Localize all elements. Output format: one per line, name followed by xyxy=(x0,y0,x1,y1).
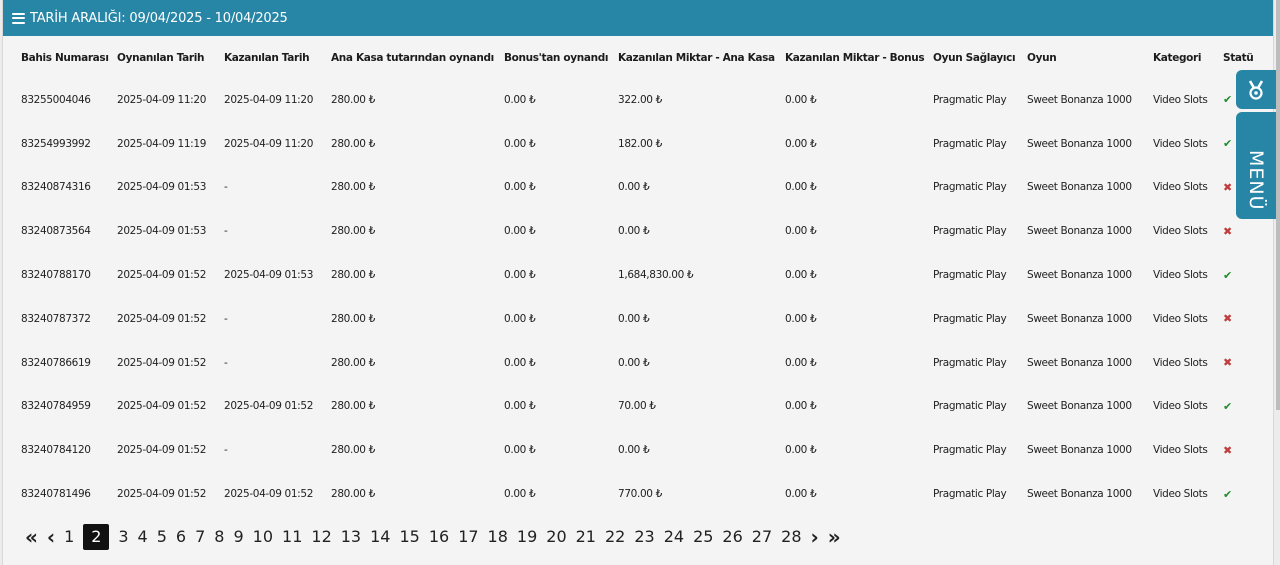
page-23[interactable]: 23 xyxy=(634,527,655,546)
cell-won: - xyxy=(206,428,313,472)
page-8[interactable]: 8 xyxy=(214,527,225,546)
cell-game: Sweet Bonanza 1000 xyxy=(1027,225,1132,238)
col-main-stake: Ana Kasa tutarından oynandı xyxy=(331,52,494,64)
cell-main: 280.00 ₺ xyxy=(331,137,375,150)
cell-main: 280.00 ₺ xyxy=(313,166,486,210)
page-7[interactable]: 7 xyxy=(195,527,206,546)
cell-category: Video Slots xyxy=(1135,253,1205,297)
cell-bet: 83240873564 xyxy=(21,225,91,238)
table-row xyxy=(3,472,1265,516)
cell-bet: 83240784959 xyxy=(21,400,91,413)
cell-main: 280.00 ₺ xyxy=(331,312,375,325)
cell-win-main: 0.00 ₺ xyxy=(600,428,767,472)
cell-bonus: 0.00 ₺ xyxy=(504,488,536,501)
prev-page-button[interactable]: ‹ xyxy=(46,525,56,549)
cell-game: Sweet Bonanza 1000 xyxy=(1009,428,1135,472)
cell-bet: 83240788170 xyxy=(3,253,99,297)
page-21[interactable]: 21 xyxy=(575,527,596,546)
medal-icon[interactable] xyxy=(1236,70,1276,109)
bet-history-table xyxy=(3,38,1265,516)
cell-category: Video Slots xyxy=(1153,488,1208,501)
check-icon: ✔ xyxy=(1205,253,1265,297)
col-won-date: Kazanılan Tarih xyxy=(224,52,310,64)
cell-game: Sweet Bonanza 1000 xyxy=(1009,253,1135,297)
cell-win-main: 1,684,830.00 ₺ xyxy=(600,253,767,297)
col-bonus-stake: Bonus'tan oynandı xyxy=(504,52,609,64)
page-18[interactable]: 18 xyxy=(487,527,508,546)
page-20[interactable]: 20 xyxy=(546,527,567,546)
page-15[interactable]: 15 xyxy=(399,527,420,546)
cell-bonus: 0.00 ₺ xyxy=(486,253,600,297)
cell-win-bonus: 0.00 ₺ xyxy=(785,225,817,238)
cell-win-main: 0.00 ₺ xyxy=(618,225,650,238)
cell-played: 2025-04-09 01:52 xyxy=(99,253,206,297)
cell-provider: Pragmatic Play xyxy=(915,78,1009,122)
cell-main: 280.00 ₺ xyxy=(313,428,486,472)
cell-win-main: 0.00 ₺ xyxy=(600,166,767,210)
page-27[interactable]: 27 xyxy=(751,527,773,546)
cell-bet: 83240786619 xyxy=(3,341,99,385)
cell-game: Sweet Bonanza 1000 xyxy=(1009,78,1135,122)
cell-provider: Pragmatic Play xyxy=(933,225,1007,238)
cell-win-main: 70.00 ₺ xyxy=(618,400,656,413)
page-28[interactable]: 28 xyxy=(781,527,802,546)
cell-provider: Pragmatic Play xyxy=(933,137,1007,150)
cell-win-main: 0.00 ₺ xyxy=(600,341,767,385)
cell-bonus: 0.00 ₺ xyxy=(486,428,600,472)
table-row xyxy=(3,385,1265,429)
cell-bonus: 0.00 ₺ xyxy=(486,341,600,385)
cell-bonus: 0.00 ₺ xyxy=(504,312,536,325)
side-menu-label: MENÜ xyxy=(1245,150,1267,211)
cell-category: Video Slots xyxy=(1135,428,1205,472)
cell-won: 2025-04-09 01:53 xyxy=(206,253,313,297)
cell-category: Video Slots xyxy=(1135,166,1205,210)
page-19[interactable]: 19 xyxy=(516,527,538,546)
cell-played: 2025-04-09 11:19 xyxy=(117,137,207,150)
cell-win-main: 0.00 ₺ xyxy=(618,312,650,325)
cell-provider: Pragmatic Play xyxy=(915,341,1009,385)
cell-win-bonus: 0.00 ₺ xyxy=(785,312,817,325)
page-5[interactable]: 5 xyxy=(156,527,167,546)
cell-main: 280.00 ₺ xyxy=(331,225,375,238)
cell-game: Sweet Bonanza 1000 xyxy=(1027,488,1132,501)
col-win-main: Kazanılan Miktar - Ana Kasa xyxy=(618,52,775,64)
cell-bet: 83240787372 xyxy=(21,312,91,325)
cross-icon: ✖ xyxy=(1223,224,1232,238)
cell-main: 280.00 ₺ xyxy=(313,78,486,122)
first-page-button[interactable]: « xyxy=(25,525,38,549)
cell-bet: 83240781496 xyxy=(21,488,91,501)
cell-win-bonus: 0.00 ₺ xyxy=(767,341,915,385)
cell-bonus: 0.00 ₺ xyxy=(504,137,536,150)
table-row xyxy=(3,428,1265,472)
page-6[interactable]: 6 xyxy=(175,527,187,546)
cell-played: 2025-04-09 11:20 xyxy=(99,78,206,122)
cell-bonus: 0.00 ₺ xyxy=(486,78,600,122)
cell-provider: Pragmatic Play xyxy=(933,400,1007,413)
col-status: Statü xyxy=(1223,52,1254,64)
cell-win-bonus: 0.00 ₺ xyxy=(767,253,915,297)
cell-main: 280.00 ₺ xyxy=(313,253,486,297)
cell-bet: 83254993992 xyxy=(21,137,91,150)
cell-played: 2025-04-09 01:52 xyxy=(117,488,207,501)
cell-category: Video Slots xyxy=(1153,400,1208,413)
table-row xyxy=(3,209,1265,253)
cell-provider: Pragmatic Play xyxy=(933,488,1007,501)
page-9[interactable]: 9 xyxy=(233,527,244,546)
page-25[interactable]: 25 xyxy=(693,527,714,546)
check-icon: ✔ xyxy=(1223,487,1232,501)
col-win-bonus: Kazanılan Miktar - Bonus xyxy=(785,52,925,64)
cell-game: Sweet Bonanza 1000 xyxy=(1009,166,1135,210)
cell-category: Video Slots xyxy=(1135,78,1205,122)
table-row xyxy=(3,253,1265,297)
cell-category: Video Slots xyxy=(1135,341,1205,385)
cell-win-bonus: 0.00 ₺ xyxy=(785,137,817,150)
cell-played: 2025-04-09 01:52 xyxy=(117,312,207,325)
cell-won: - xyxy=(224,225,228,238)
check-icon: ✔ xyxy=(1223,399,1232,413)
cell-category: Video Slots xyxy=(1153,137,1208,150)
page-10[interactable]: 10 xyxy=(252,527,274,546)
cell-win-bonus: 0.00 ₺ xyxy=(785,488,817,501)
cell-bet: 83255004046 xyxy=(3,78,99,122)
cell-won: 2025-04-09 11:20 xyxy=(224,137,314,150)
cell-win-main: 770.00 ₺ xyxy=(618,488,662,501)
page-11[interactable]: 11 xyxy=(282,527,303,546)
cell-game: Sweet Bonanza 1000 xyxy=(1027,137,1132,150)
table-row xyxy=(3,78,1265,122)
page-16[interactable]: 16 xyxy=(428,527,450,546)
cell-win-bonus: 0.00 ₺ xyxy=(767,166,915,210)
cell-provider: Pragmatic Play xyxy=(933,312,1007,325)
cell-played: 2025-04-09 01:52 xyxy=(99,428,206,472)
cell-win-main: 182.00 ₺ xyxy=(618,137,662,150)
pagination xyxy=(25,523,850,551)
col-category: Kategori xyxy=(1153,52,1202,64)
cell-bonus: 0.00 ₺ xyxy=(486,166,600,210)
side-menu-button[interactable] xyxy=(1236,112,1276,219)
cell-game: Sweet Bonanza 1000 xyxy=(1009,341,1135,385)
bet-history-panel xyxy=(2,0,1274,565)
cell-win-main: 322.00 ₺ xyxy=(600,78,767,122)
cell-won: - xyxy=(206,341,313,385)
cell-bonus: 0.00 ₺ xyxy=(504,225,536,238)
cell-provider: Pragmatic Play xyxy=(915,428,1009,472)
date-range-bar[interactable] xyxy=(3,0,1273,36)
page-3[interactable]: 3 xyxy=(118,527,129,546)
check-icon: ✔ xyxy=(1223,137,1232,151)
cell-bet: 83240874316 xyxy=(3,166,99,210)
cell-played: 2025-04-09 01:52 xyxy=(99,341,206,385)
page-14[interactable]: 14 xyxy=(370,527,391,546)
col-bet-number: Bahis Numarası xyxy=(21,52,109,64)
last-page-button[interactable]: » xyxy=(827,525,841,549)
cell-played: 2025-04-09 01:52 xyxy=(117,400,207,413)
cell-won: 2025-04-09 01:52 xyxy=(224,488,314,501)
table-row xyxy=(3,122,1265,166)
col-game: Oyun xyxy=(1027,52,1057,64)
cell-win-bonus: 0.00 ₺ xyxy=(767,428,915,472)
cell-main: 280.00 ₺ xyxy=(331,400,375,413)
hamburger-icon[interactable] xyxy=(12,13,26,24)
page-2-current[interactable]: 2 xyxy=(83,524,109,550)
col-played-date: Oynanılan Tarih xyxy=(117,52,205,64)
cell-game: Sweet Bonanza 1000 xyxy=(1027,312,1132,325)
date-range-title: TARİH ARALIĞI: 09/04/2025 - 10/04/2025 xyxy=(30,10,288,26)
table-row xyxy=(3,341,1265,385)
cross-icon: ✖ xyxy=(1205,428,1265,472)
scrollbar[interactable] xyxy=(1276,0,1280,410)
cross-icon: ✖ xyxy=(1205,341,1265,385)
page-12[interactable]: 12 xyxy=(311,527,332,546)
cell-main: 280.00 ₺ xyxy=(313,341,486,385)
page-22[interactable]: 22 xyxy=(604,527,626,546)
page-26[interactable]: 26 xyxy=(722,527,743,546)
cell-bonus: 0.00 ₺ xyxy=(504,400,536,413)
col-provider: Oyun Sağlayıcı xyxy=(933,52,1016,64)
cell-played: 2025-04-09 01:53 xyxy=(99,166,206,210)
cell-win-bonus: 0.00 ₺ xyxy=(767,78,915,122)
cross-icon: ✖ xyxy=(1223,312,1232,326)
cell-provider: Pragmatic Play xyxy=(915,253,1009,297)
page-4[interactable]: 4 xyxy=(137,527,148,546)
table-row xyxy=(3,297,1265,341)
page-13[interactable]: 13 xyxy=(340,527,362,546)
cell-win-bonus: 0.00 ₺ xyxy=(785,400,817,413)
cell-provider: Pragmatic Play xyxy=(915,166,1009,210)
cell-won: 2025-04-09 01:52 xyxy=(224,400,314,413)
cell-played: 2025-04-09 01:53 xyxy=(117,225,207,238)
page-1[interactable]: 1 xyxy=(64,527,75,546)
cell-won: - xyxy=(224,312,228,325)
check-icon: ✔ xyxy=(1205,78,1265,122)
cell-won: 2025-04-09 11:20 xyxy=(206,78,313,122)
next-page-button[interactable]: › xyxy=(810,525,819,549)
cell-category: Video Slots xyxy=(1153,225,1208,238)
cell-category: Video Slots xyxy=(1153,312,1208,325)
table-row xyxy=(3,166,1265,210)
cross-icon: ✖ xyxy=(1205,166,1265,210)
page-24[interactable]: 24 xyxy=(663,527,685,546)
page-17[interactable]: 17 xyxy=(458,527,479,546)
table-header-row xyxy=(3,38,1265,78)
cell-won: - xyxy=(206,166,313,210)
cell-bet: 83240784120 xyxy=(3,428,99,472)
cell-main: 280.00 ₺ xyxy=(331,488,375,501)
cell-game: Sweet Bonanza 1000 xyxy=(1027,400,1132,413)
